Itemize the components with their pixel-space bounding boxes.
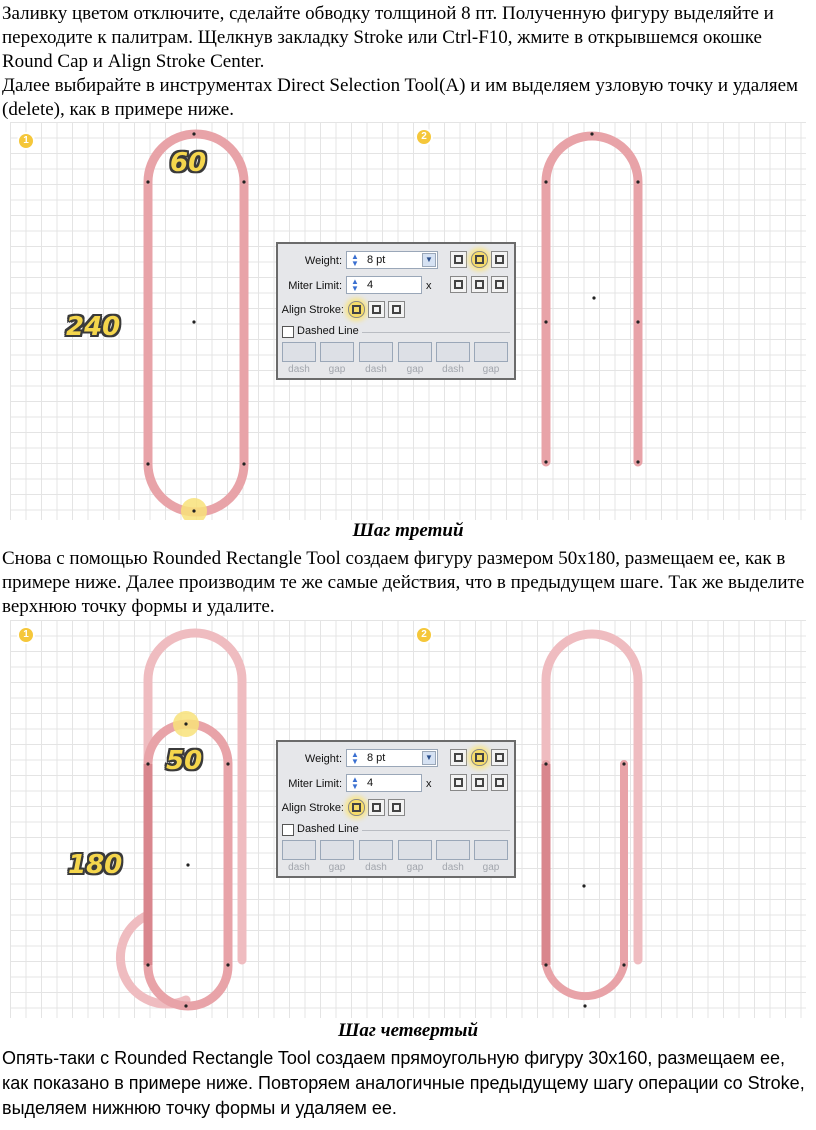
round-cap-button[interactable] <box>471 251 488 268</box>
dimension-height-label: 180 <box>68 850 123 880</box>
gap-field-1[interactable] <box>320 342 354 362</box>
dashed-line-checkbox[interactable] <box>282 326 294 338</box>
gap-label: gap <box>328 862 346 873</box>
dash-field-2[interactable] <box>359 342 393 362</box>
gap-label: gap <box>406 862 424 873</box>
dimension-height-label: 240 <box>66 312 121 342</box>
miter-unit: x <box>426 280 432 292</box>
dashed-line-label: Dashed Line <box>297 325 359 337</box>
chevron-down-icon[interactable]: ▼ <box>422 751 436 765</box>
spinner-icon[interactable]: ▲ ▼ <box>351 252 359 268</box>
stroke-panel <box>276 740 516 878</box>
miter-limit-label: Miter Limit: <box>288 280 342 292</box>
weight-field[interactable] <box>346 251 438 269</box>
miter-limit-field[interactable] <box>346 774 422 792</box>
rounded-rectangle-60x240 <box>148 134 244 512</box>
gap-field-2[interactable] <box>398 342 432 362</box>
miter-value: 4 <box>367 279 374 291</box>
step-marker-1: 1 <box>23 629 29 640</box>
anchor-highlight <box>181 498 207 520</box>
align-center-button[interactable] <box>348 799 365 816</box>
paragraph-1: Заливку цветом отключите, сделайте обводку толщиной 8 пт. Полученную фигуру выделяйте и переходите к палитрам. Щелкнув закладку Stroke или Ctrl-F10, жмите в открывшемся окошке Round Cap и Align Stroke Center. <box>2 3 774 72</box>
round-cap-button[interactable] <box>471 749 488 766</box>
gap-label: gap <box>482 862 500 873</box>
dashed-line-label: Dashed Line <box>297 823 359 835</box>
miter-unit: x <box>426 778 432 790</box>
bevel-join-button[interactable] <box>491 774 508 791</box>
weight-label: Weight: <box>304 255 342 267</box>
projecting-cap-button[interactable] <box>491 251 508 268</box>
dash-field-1[interactable] <box>282 840 316 860</box>
dimension-width-label: 60 <box>170 148 207 178</box>
gap-label: gap <box>406 364 424 375</box>
heading-step-4: Шаг четвертый <box>337 1020 479 1041</box>
dimension-width-label: 50 <box>166 746 203 776</box>
inner-open-path <box>546 764 624 996</box>
step-marker-2: 2 <box>421 629 427 640</box>
dashed-separator <box>362 830 510 831</box>
open-path-shape <box>546 136 638 462</box>
figure-step-2 <box>10 122 806 520</box>
weight-value: 8 pt <box>367 254 386 266</box>
gap-field-3[interactable] <box>474 840 508 860</box>
dash-field-2[interactable] <box>359 840 393 860</box>
dash-field-3[interactable] <box>436 840 470 860</box>
anchor-points-4 <box>544 762 625 1007</box>
gap-label: gap <box>482 364 500 375</box>
align-outside-button[interactable] <box>388 799 405 816</box>
weight-label: Weight: <box>304 753 342 765</box>
step-marker-2: 2 <box>421 131 427 142</box>
dash-label: dash <box>288 364 310 375</box>
projecting-cap-button[interactable] <box>491 749 508 766</box>
figure-step-3 <box>10 620 806 1018</box>
miter-value: 4 <box>367 777 374 789</box>
dashed-separator <box>362 332 510 333</box>
miter-join-button[interactable] <box>450 774 467 791</box>
align-inside-button[interactable] <box>368 799 385 816</box>
dashed-line-checkbox[interactable] <box>282 824 294 836</box>
dash-label: dash <box>442 862 464 873</box>
gap-field-2[interactable] <box>398 840 432 860</box>
weight-field[interactable] <box>346 749 438 767</box>
dash-field-3[interactable] <box>436 342 470 362</box>
dash-field-1[interactable] <box>282 342 316 362</box>
align-stroke-label: Align Stroke: <box>281 802 344 814</box>
align-inside-button[interactable] <box>368 301 385 318</box>
spinner-icon[interactable]: ▲ ▼ <box>351 775 359 791</box>
paragraph-2: Далее выбирайте в инструментах Direct Selection Tool(A) и им выделяем узловую точку и удаляем (delete), как в примере ниже. <box>2 75 799 120</box>
weight-value: 8 pt <box>367 752 386 764</box>
anchor-points <box>146 132 245 512</box>
gap-field-3[interactable] <box>474 342 508 362</box>
step-marker-1: 1 <box>23 135 29 146</box>
align-stroke-label: Align Stroke: <box>281 304 344 316</box>
dash-label: dash <box>365 364 387 375</box>
butt-cap-button[interactable] <box>450 251 467 268</box>
stroke-panel <box>276 242 516 380</box>
round-join-button[interactable] <box>471 276 488 293</box>
gap-label: gap <box>328 364 346 375</box>
paragraph-4: Опять-таки с Rounded Rectangle Tool создаем прямоугольную фигуру 30x160, размещаем ее, как показано в примере ниже. Повторяем аналогичные предыдущему шагу операции со Stroke, выделяем нижнюю точку формы и удаляем ее. <box>2 1048 805 1118</box>
dash-label: dash <box>365 862 387 873</box>
align-center-button[interactable] <box>348 301 365 318</box>
dash-label: dash <box>442 364 464 375</box>
butt-cap-button[interactable] <box>450 749 467 766</box>
dash-label: dash <box>288 862 310 873</box>
anchor-points-2 <box>544 132 639 463</box>
miter-limit-label: Miter Limit: <box>288 778 342 790</box>
miter-join-button[interactable] <box>450 276 467 293</box>
heading-step-3: Шаг третий <box>352 520 464 541</box>
chevron-down-icon[interactable]: ▼ <box>422 253 436 267</box>
spinner-icon[interactable]: ▲ ▼ <box>351 277 359 293</box>
bevel-join-button[interactable] <box>491 276 508 293</box>
spinner-icon[interactable]: ▲ ▼ <box>351 750 359 766</box>
align-outside-button[interactable] <box>388 301 405 318</box>
round-join-button[interactable] <box>471 774 488 791</box>
miter-limit-field[interactable] <box>346 276 422 294</box>
gap-field-1[interactable] <box>320 840 354 860</box>
paragraph-3: Снова с помощью Rounded Rectangle Tool создаем фигуру размером 50x180, размещаем ее, как в примере ниже. Далее производим те же самые действия, что в предыдущем шаге. Так же выделите верхнюю точку формы и удалите. <box>2 548 805 617</box>
